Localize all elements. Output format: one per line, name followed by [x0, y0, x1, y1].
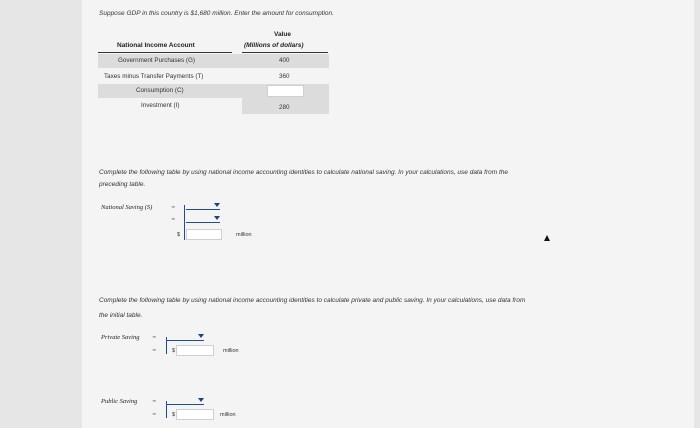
- public-saving-equals: =: [152, 398, 157, 405]
- header-rule-right: [242, 52, 328, 53]
- row-value-investment: 280: [279, 104, 290, 111]
- private-saving-label: Private Saving: [101, 334, 140, 341]
- section2-instructions-2: the initial table.: [99, 312, 143, 319]
- section2-instructions: Complete the following table by using national income accounting identities to calculate private and public saving. In your calculations, use data from: [99, 297, 526, 304]
- header-rule-left: [98, 52, 232, 53]
- national-saving-unit: million: [236, 232, 252, 238]
- public-saving-dropdown[interactable]: [166, 397, 204, 405]
- section1-instructions: Complete the following table by using national income accounting identities to calculate national saving. In your calculations, use data from the: [99, 169, 509, 176]
- consumption-input[interactable]: [267, 85, 304, 97]
- account-header: National Income Account: [117, 42, 195, 49]
- row-label-investment: Investment (I): [141, 102, 180, 109]
- public-saving-input[interactable]: [176, 409, 214, 420]
- chevron-down-icon: [198, 398, 204, 402]
- public-saving-bracket: [166, 401, 167, 418]
- public-saving-dollar: $: [172, 412, 176, 418]
- public-saving-unit: million: [220, 412, 236, 418]
- private-saving-dropdown[interactable]: [166, 333, 204, 341]
- chevron-down-icon: [214, 203, 220, 207]
- value-header: Value: [274, 31, 291, 38]
- national-saving-equals: =: [171, 204, 176, 211]
- national-saving-dropdown-1[interactable]: [186, 202, 220, 210]
- national-saving-bracket: [184, 205, 185, 240]
- national-saving-label: National Saving (S): [101, 204, 153, 211]
- national-saving-dollar: $: [177, 232, 181, 238]
- row-label-government: Government Purchases (G): [118, 57, 195, 64]
- mouse-cursor-icon: [544, 235, 550, 241]
- row-value-taxes: 360: [279, 73, 290, 80]
- national-saving-minus: =: [171, 216, 176, 223]
- public-saving-label: Public Saving: [101, 398, 138, 405]
- chevron-down-icon: [198, 334, 204, 338]
- units-header: (Millions of dollars): [244, 42, 304, 49]
- national-saving-input[interactable]: [186, 229, 222, 240]
- public-saving-equals-2: =: [152, 411, 157, 418]
- national-saving-dropdown-2[interactable]: [186, 215, 220, 223]
- private-saving-bracket: [166, 337, 167, 354]
- section1-instructions-2: preceding table.: [99, 181, 146, 188]
- private-saving-equals: =: [152, 334, 157, 341]
- private-saving-unit: million: [223, 348, 239, 354]
- row-label-taxes: Taxes minus Transfer Payments (T): [104, 73, 204, 80]
- chevron-down-icon: [214, 216, 220, 220]
- private-saving-equals-2: =: [152, 347, 157, 354]
- private-saving-dollar: $: [172, 348, 176, 354]
- row-label-consumption: Consumption (C): [136, 87, 184, 94]
- row-value-government: 400: [279, 57, 290, 64]
- private-saving-input[interactable]: [176, 345, 214, 356]
- question-prompt: Suppose GDP in this country is $1,680 million. Enter the amount for consumption.: [99, 10, 334, 17]
